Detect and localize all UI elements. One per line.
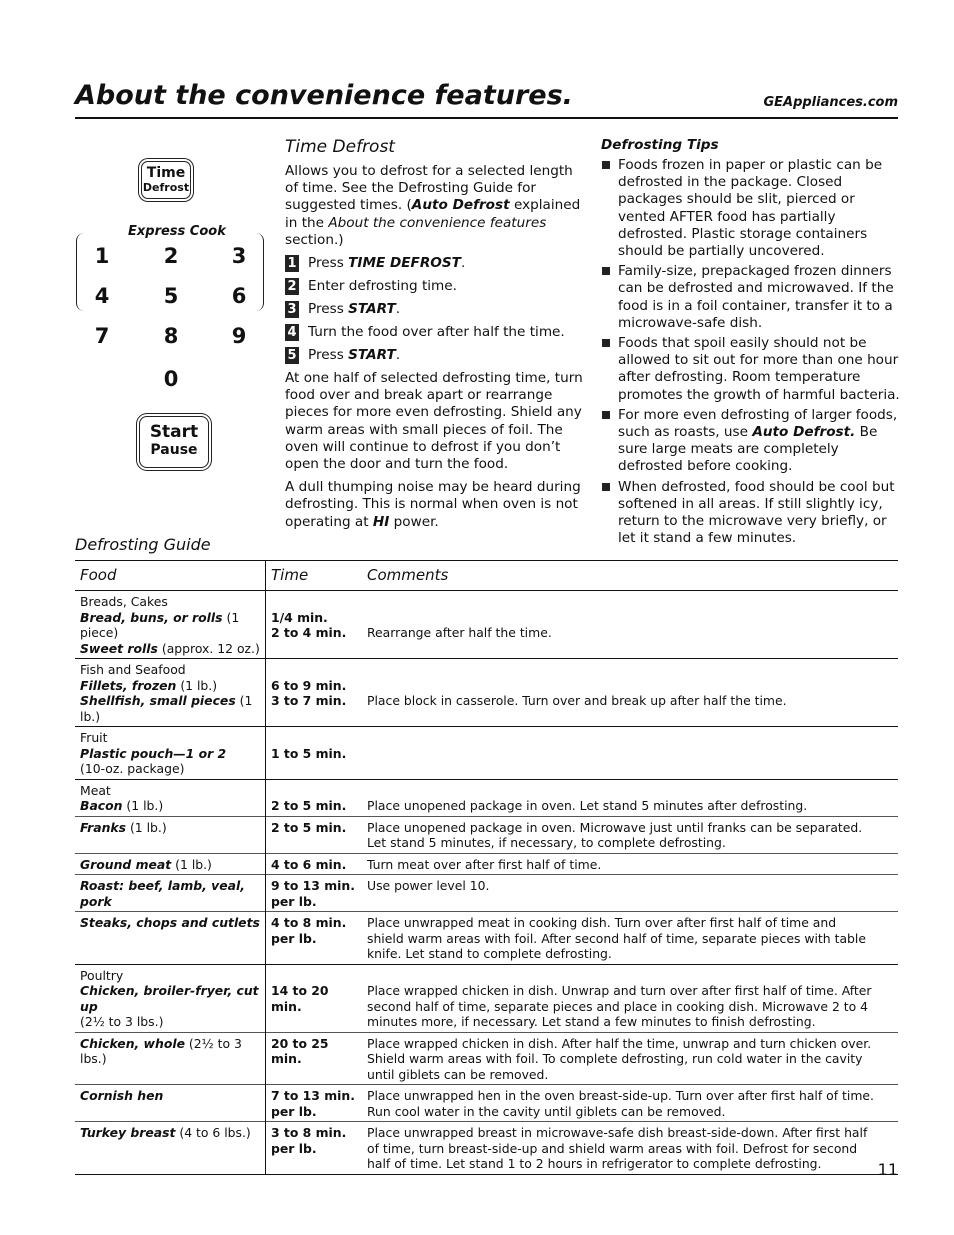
time-line: 4 to 6 min. xyxy=(271,856,347,872)
tip-item: Foods frozen in paper or plastic can be defrosted in the package. Closed packages should be slit, pierced or vented AFTER food has partially defrosted. Plastic storage containers should be partially uncovered. xyxy=(601,157,901,260)
comment-line: Place unopened package in oven. Microwave just until franks can be separated. xyxy=(367,819,863,835)
comment-line xyxy=(367,594,893,610)
food-item: Ground meat (1 lb.) xyxy=(80,856,212,872)
step-text: Press START. xyxy=(308,301,401,318)
step-number-badge: 2 xyxy=(285,278,299,295)
step-text: Enter defrosting time. xyxy=(308,278,457,295)
digit-2-key: 2 xyxy=(163,244,179,268)
time-line: 3 to 7 min. xyxy=(271,693,347,708)
comment-line: Let stand 5 minutes, if necessary, to complete defrosting. xyxy=(367,835,726,850)
time-cell xyxy=(266,591,363,659)
time-line: 2 to 4 min. xyxy=(271,625,347,640)
time-line: 6 to 9 min. xyxy=(271,677,347,693)
time-line xyxy=(271,594,357,610)
comment-line: Place unwrapped meat in cooking dish. Turn over after first half of time and xyxy=(367,915,837,930)
express-cook-left-bracket xyxy=(76,233,87,311)
comment-line: Rearrange after half the time. xyxy=(367,625,552,640)
comment-line xyxy=(367,662,893,678)
time-defrost-steps xyxy=(285,255,585,364)
comment-line xyxy=(367,968,893,984)
step-number-badge: 1 xyxy=(285,255,299,272)
table-row xyxy=(75,779,898,816)
food-item: Bacon (1 lb.) xyxy=(80,798,164,813)
time-line: per lb. xyxy=(271,930,317,946)
step-1 xyxy=(285,255,585,272)
time-line: 2 to 5 min. xyxy=(271,798,347,813)
time-line xyxy=(271,783,357,799)
step-number-badge: 3 xyxy=(285,301,299,318)
food-item: Fillets, frozen (1 lb.) xyxy=(80,677,218,693)
food-category: Fruit xyxy=(80,730,108,745)
comment-line xyxy=(367,610,893,626)
food-cell xyxy=(75,853,266,875)
food-item: Franks (1 lb.) xyxy=(80,819,167,835)
time-defrost-key xyxy=(141,161,191,199)
comments-cell xyxy=(362,779,898,816)
food-item: Plastic pouch—1 or 2 xyxy=(80,745,227,761)
comment-line: of time, turn breast-side-up and shield warm areas with foil. Defrost for second xyxy=(367,1140,858,1156)
time-defrost-noise-note: A dull thumping noise may be heard during defrosting. This is normal when oven is not operating at HI power. xyxy=(285,479,581,530)
time-line: 7 to 13 min. xyxy=(271,1088,355,1103)
food-cell xyxy=(75,779,266,816)
food-item: Bread, buns, or rolls (1 piece) xyxy=(80,609,240,640)
food-cell xyxy=(75,591,266,659)
comment-line: until giblets can be removed. xyxy=(367,1066,549,1082)
comments-cell xyxy=(362,912,898,965)
table-row xyxy=(75,816,898,853)
time-line xyxy=(271,761,357,777)
step-5 xyxy=(285,347,585,364)
step-text: Press TIME DEFROST. xyxy=(308,255,466,272)
food-cell xyxy=(75,875,266,912)
defrost-key-label: Defrost xyxy=(142,181,190,194)
defrosting-tips-list xyxy=(601,157,901,547)
comment-line: Place wrapped chicken in dish. Unwrap and turn over after first half of time. After xyxy=(367,983,872,998)
food-category: Poultry xyxy=(80,967,124,983)
food-cell xyxy=(75,1032,266,1085)
digit-4-key: 4 xyxy=(94,284,110,308)
express-cook-right-bracket xyxy=(253,233,264,311)
digit-3-key: 3 xyxy=(231,244,247,268)
digit-1-key: 1 xyxy=(94,244,110,268)
time-cell xyxy=(266,875,363,912)
digit-5-key: 5 xyxy=(163,284,179,308)
table-row xyxy=(75,659,898,727)
digit-6-key: 6 xyxy=(231,284,247,308)
comment-line xyxy=(367,678,893,694)
step-2 xyxy=(285,278,585,295)
comment-line: half of time. Let stand 1 to 2 hours in refrigerator to complete defrosting. xyxy=(367,1156,822,1171)
food-cell xyxy=(75,912,266,965)
time-cell xyxy=(266,912,363,965)
time-line: 20 to 25 min. xyxy=(271,1035,329,1066)
time-defrost-intro: Allows you to defrost for a selected length of time. See the Defrosting Guide for suggested times. (Auto Defrost explained in the About the convenience features section.) xyxy=(285,163,581,248)
comments-cell xyxy=(362,816,898,853)
comments-cell xyxy=(362,1085,898,1122)
comment-line: Use power level 10. xyxy=(367,878,490,893)
time-cell xyxy=(266,659,363,727)
food-item: Turkey breast (4 to 6 lbs.) xyxy=(80,1125,251,1140)
defrosting-tips-section xyxy=(601,137,901,550)
time-cell xyxy=(266,1032,363,1085)
time-defrost-instructions: At one half of selected defrosting time, turn food over and break apart or rearrange pieces for more even defrosting. Shield any warm areas with small pieces of foil. The oven will continue to defrost if you don’t open the door and turn the food. xyxy=(285,370,583,473)
page-title: About the convenience features. xyxy=(75,80,573,111)
comments-cell xyxy=(362,853,898,875)
time-line: 14 to 20 min. xyxy=(271,983,329,1014)
step-number-badge: 4 xyxy=(285,324,299,341)
time-line: 1/4 min. xyxy=(271,609,328,625)
tip-item: For more even defrosting of larger foods, such as roasts, use Auto Defrost. Be sure large meats are completely defrosted before cooking. xyxy=(601,407,901,476)
digit-9-key: 9 xyxy=(231,324,247,348)
step-number-badge: 5 xyxy=(285,347,299,364)
comments-cell xyxy=(362,875,898,912)
header-food: Food xyxy=(75,561,266,591)
tip-item: When defrosted, food should be cool but softened in all areas. If still slightly icy, return to the microwave very briefly, or let it stand a few minutes. xyxy=(601,479,901,548)
time-line: 9 to 13 min. xyxy=(271,878,355,893)
time-line: 4 to 8 min. xyxy=(271,915,347,930)
tip-item: Foods that spoil easily should not be allowed to sit out for more than one hour after defrosting. Room temperature promotes the growth of harmful bacteria. xyxy=(601,335,901,404)
food-cell xyxy=(75,727,266,780)
time-cell xyxy=(266,727,363,780)
time-cell xyxy=(266,1085,363,1122)
comment-line xyxy=(367,783,893,799)
food-category: Meat xyxy=(80,782,111,798)
digit-8-key: 8 xyxy=(163,324,179,348)
comment-line: Place wrapped chicken in dish. After half the time, unwrap and turn chicken over. xyxy=(367,1035,872,1051)
time-line: per lb. xyxy=(271,1140,317,1156)
time-line xyxy=(271,968,357,984)
food-item: (10-oz. package) xyxy=(80,761,185,776)
header-time: Time xyxy=(266,561,363,591)
table-row xyxy=(75,1085,898,1122)
comments-cell xyxy=(362,727,898,780)
tip-item: Family-size, prepackaged frozen dinners can be defrosted and microwaved. If the food is in a foil container, transfer it to a microwave-safe dish. xyxy=(601,263,901,332)
time-cell xyxy=(266,816,363,853)
food-item: Steaks, chops and cutlets xyxy=(80,915,260,930)
comment-line: Shield warm areas with foil. To complete defrosting, run cold water in the cavity xyxy=(367,1051,863,1066)
food-item: (2½ to 3 lbs.) xyxy=(80,1014,164,1029)
comment-line: shield warm areas with foil. After second half of time, separate pieces with table xyxy=(367,930,866,946)
step-text: Turn the food over after half the time. xyxy=(308,324,565,341)
food-cell xyxy=(75,964,266,1032)
comment-line: Place unopened package in oven. Let stand 5 minutes after defrosting. xyxy=(367,798,808,813)
food-item: Shellfish, small pieces (1 lb.) xyxy=(80,693,253,724)
time-key-label: Time xyxy=(146,165,186,181)
time-cell xyxy=(266,964,363,1032)
start-pause-key xyxy=(139,416,209,468)
comment-line: Place unwrapped hen in the oven breast-side-up. Turn over after first half of time. xyxy=(367,1088,874,1103)
comments-cell xyxy=(362,1122,898,1175)
food-cell xyxy=(75,816,266,853)
time-line: 3 to 8 min. xyxy=(271,1125,347,1140)
comment-line: Place block in casserole. Turn over and break up after half the time. xyxy=(367,693,787,708)
comments-cell xyxy=(362,1032,898,1085)
comment-line: knife. Let stand to complete defrosting. xyxy=(367,946,612,961)
time-line: per lb. xyxy=(271,1103,317,1119)
table-row xyxy=(75,591,898,659)
comments-cell xyxy=(362,591,898,659)
step-text: Press START. xyxy=(308,347,401,364)
step-4 xyxy=(285,324,585,341)
table-row xyxy=(75,912,898,965)
food-cell xyxy=(75,659,266,727)
time-line xyxy=(271,730,357,746)
defrosting-guide-title: Defrosting Guide xyxy=(75,535,211,554)
digit-0-key: 0 xyxy=(163,367,179,391)
defrosting-guide-table xyxy=(75,560,898,1175)
comment-line: Turn meat over after first half of time. xyxy=(367,856,602,872)
time-defrost-heading: Time Defrost xyxy=(285,137,395,157)
comments-cell xyxy=(362,964,898,1032)
comment-line: Place unwrapped breast in microwave-safe dish breast-side-down. After first half xyxy=(367,1125,868,1140)
comment-line xyxy=(367,730,893,746)
table-row xyxy=(75,727,898,780)
digit-7-key: 7 xyxy=(94,324,110,348)
step-3 xyxy=(285,301,585,318)
time-line: 1 to 5 min. xyxy=(271,745,347,761)
website-label: GEAppliances.com xyxy=(763,95,898,110)
table-row xyxy=(75,1122,898,1175)
time-cell xyxy=(266,1122,363,1175)
time-defrost-section xyxy=(285,137,585,537)
comment-line: Run cool water in the cavity until giblets can be removed. xyxy=(367,1103,726,1119)
time-line: 2 to 5 min. xyxy=(271,819,347,835)
express-cook-label: Express Cook xyxy=(128,224,226,239)
comment-line: minutes more, if necessary. Let stand a few minutes to finish defrosting. xyxy=(367,1014,816,1029)
page-number: 11 xyxy=(877,1160,898,1179)
food-item: Chicken, whole (2½ to 3 lbs.) xyxy=(80,1035,242,1066)
food-item: Sweet rolls (approx. 12 oz.) xyxy=(80,640,260,656)
start-key-label: Start xyxy=(149,422,199,442)
food-item: Roast: beef, lamb, veal, pork xyxy=(80,878,245,909)
food-cell xyxy=(75,1122,266,1175)
time-cell xyxy=(266,853,363,875)
defrosting-tips-heading: Defrosting Tips xyxy=(601,137,719,153)
food-item: Cornish hen xyxy=(80,1088,164,1103)
pause-key-label: Pause xyxy=(150,442,198,458)
food-category: Fish and Seafood xyxy=(80,662,186,677)
header-rule xyxy=(75,117,898,119)
table-header-row xyxy=(75,561,898,591)
header-comments: Comments xyxy=(362,561,898,591)
time-line: per lb. xyxy=(271,893,317,909)
table-row xyxy=(75,875,898,912)
table-row xyxy=(75,853,898,875)
time-line xyxy=(271,662,357,678)
time-cell xyxy=(266,779,363,816)
comments-cell xyxy=(362,659,898,727)
table-row xyxy=(75,964,898,1032)
food-cell xyxy=(75,1085,266,1122)
comment-line: second half of time, separate pieces and place in cooking dish. Microwave 2 to 4 xyxy=(367,998,869,1014)
table-row xyxy=(75,1032,898,1085)
food-item: Chicken, broiler-fryer, cut up xyxy=(80,983,259,1014)
food-category: Breads, Cakes xyxy=(80,594,168,609)
